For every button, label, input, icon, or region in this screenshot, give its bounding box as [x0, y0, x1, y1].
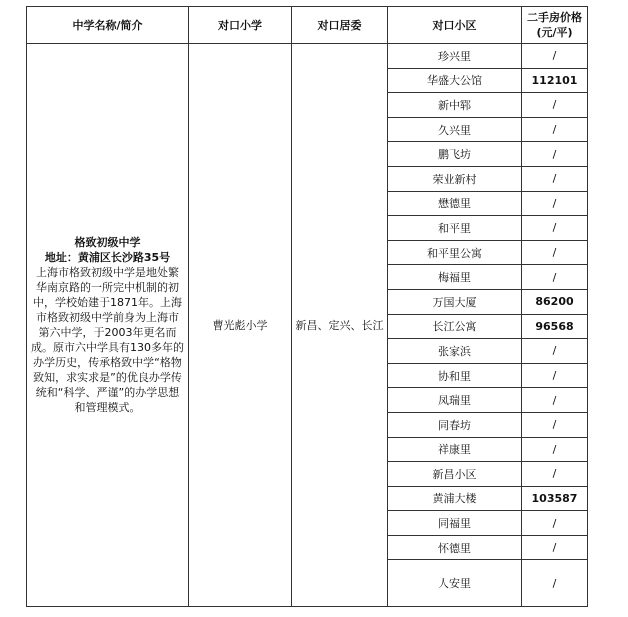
- community-cell: 和平里公寓: [388, 240, 522, 265]
- price-cell: /: [522, 535, 588, 560]
- header-committee: 对口居委: [292, 7, 388, 44]
- community-cell: 懋德里: [388, 191, 522, 216]
- community-cell: 人安里: [388, 560, 522, 607]
- price-cell: /: [522, 462, 588, 487]
- school-info-cell: [27, 44, 189, 607]
- header-community: 对口小区: [388, 7, 522, 44]
- community-cell: 和平里: [388, 216, 522, 241]
- community-cell: 华盛大公馆: [388, 68, 522, 93]
- community-cell: 同福里: [388, 511, 522, 536]
- price-cell: 103587: [522, 486, 588, 511]
- price-cell: /: [522, 560, 588, 607]
- price-cell: /: [522, 93, 588, 118]
- community-cell: 荣业新村: [388, 166, 522, 191]
- community-cell: 新昌小区: [388, 462, 522, 487]
- price-cell: /: [522, 363, 588, 388]
- primary-school-cell: 曹光彪小学: [189, 44, 292, 607]
- community-cell: 祥康里: [388, 437, 522, 462]
- price-cell: /: [522, 339, 588, 364]
- community-cell: 怀德里: [388, 535, 522, 560]
- header-price-line2: (元/平): [536, 26, 573, 39]
- header-primary: 对口小学: [189, 7, 292, 44]
- price-cell: 112101: [522, 68, 588, 93]
- community-cell: 珍兴里: [388, 44, 522, 69]
- community-cell: 张家浜: [388, 339, 522, 364]
- community-cell: 久兴里: [388, 117, 522, 142]
- price-cell: /: [522, 117, 588, 142]
- header-price-line1: 二手房价格: [527, 11, 582, 24]
- school-description: 上海市格致初级中学是地处繁华南京路的一所完中机制的初中，学校始建于1871年。上海市格致初级中学前身为上海市第六中学，于2003年更名而成。原市六中学具有130多年的办学历史，传承格致中学“格物致知，求实求是”的优良办学传统和“科学、严谨”的办学思想和管理模式。: [31, 266, 184, 415]
- header-school: 中学名称/简介: [27, 7, 189, 44]
- price-cell: /: [522, 142, 588, 167]
- price-cell: /: [522, 265, 588, 290]
- community-cell: 梅福里: [388, 265, 522, 290]
- community-cell: 黄浦大楼: [388, 486, 522, 511]
- price-cell: /: [522, 240, 588, 265]
- price-cell: 86200: [522, 289, 588, 314]
- community-cell: 同春坊: [388, 412, 522, 437]
- school-address: 地址：黄浦区长沙路35号: [44, 251, 171, 265]
- community-cell: 凤瑞里: [388, 388, 522, 413]
- price-cell: /: [522, 437, 588, 462]
- table-row: [27, 44, 588, 69]
- community-cell: 新中郓: [388, 93, 522, 118]
- price-cell: /: [522, 511, 588, 536]
- price-cell: /: [522, 166, 588, 191]
- community-cell: 长江公寓: [388, 314, 522, 339]
- school-district-table: [26, 6, 588, 607]
- school-name: 格致初级中学: [74, 236, 141, 250]
- table-body: [27, 44, 588, 607]
- header-price: [522, 7, 588, 44]
- price-cell: /: [522, 191, 588, 216]
- price-cell: 96568: [522, 314, 588, 339]
- price-cell: /: [522, 44, 588, 69]
- price-cell: /: [522, 216, 588, 241]
- committee-cell: 新昌、定兴、长江: [292, 44, 388, 607]
- community-cell: 协和里: [388, 363, 522, 388]
- community-cell: 万国大厦: [388, 289, 522, 314]
- price-cell: /: [522, 412, 588, 437]
- price-cell: /: [522, 388, 588, 413]
- header-row: [27, 7, 588, 44]
- community-cell: 鹏飞坊: [388, 142, 522, 167]
